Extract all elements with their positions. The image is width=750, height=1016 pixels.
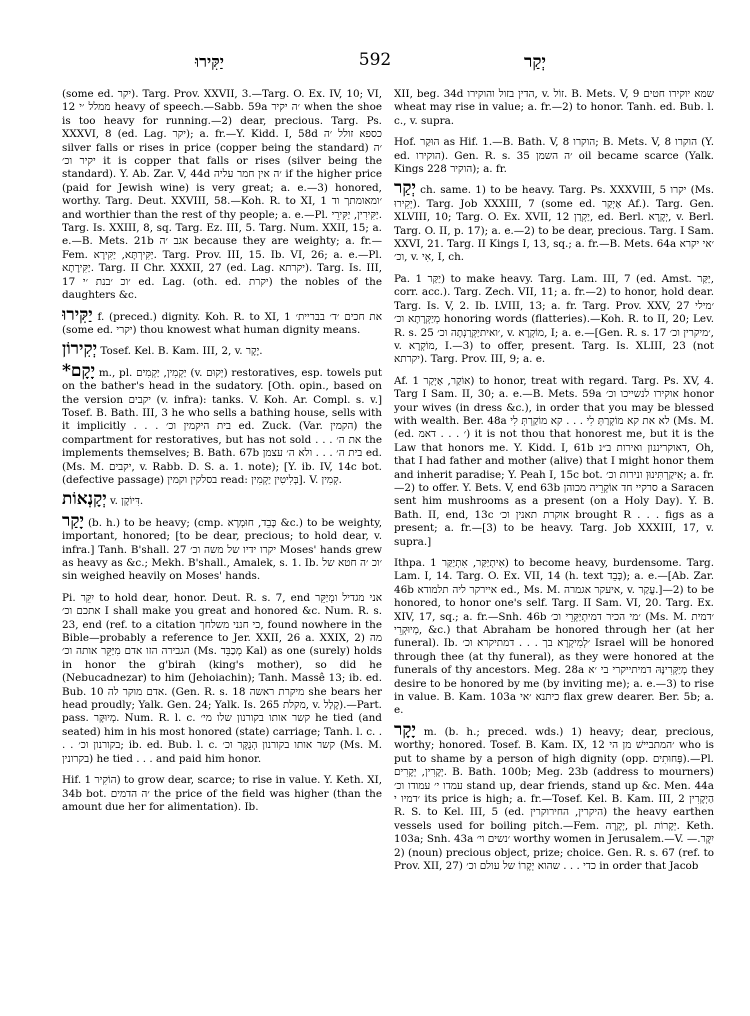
entry-headword: יְקָנְאוֹת xyxy=(62,489,107,510)
entry-headword: יַקִּירוּ xyxy=(62,304,93,325)
entry-text: m., pl. יַקְמִין, יַקְמִים (v. יְקוּם) restoratives, esp. towels put on the bather's head in the sudatory. [Oth. opin., based on the version יקבים (v. infra): tanks. V. Koh. Ar. Compl. s. v.] Tosef. B. Bath. III, 3 he who sells a bathing house, sells with it implicitly . . . בית היקמין וכ׳ ed. Zuck. (Var. הקמין) the compartment for restoratives, but has not sold . . . את ה׳ the implements themselves; B. Bath. 67b בית ה׳ . . . ולא ה׳ עצמן ed. (Ms. M. יקבים, v. Rabb. D. S. a. 1. note); [Y. ib. IV, 14c bot. (defective passage) בסלקין וקמין read: בְּלִיטִין יַקְמִין]. V. קְמִין. xyxy=(62,366,382,486)
dictionary-entry xyxy=(394,555,714,718)
entry-headword: יְקִירוֹן xyxy=(62,339,98,360)
dictionary-entry xyxy=(394,178,714,264)
entry-text: Af. אוֹקַר, אַיְקַר 1) to honor, treat with regard. Targ. Ps. XV, 4. Targ I Sam. II, 30; a. e.—B. Mets. 59a אוקירו לנשייכו וכ׳ honor your wives (in dress &c.), in order that you may be blessed with wealth. Ber. 48a לא את קא מוֹקְרַתְּ לִי . . . קא מוֹקַרְתְּ לִי (Ms. M. (ed. ׳ . . . דאמ) it is not thou that honorest me, but it is the Law that honors me. Y. Kidd. I, 61b דאוקריננון ואירות ב״נ, Oh, that I had father and mother (alive) that I might honor them and inherit paradise; Y. Peah I, 15c bot. אִיקַרְתִּינוּן ונירות וכ׳; a. fr.—2) to offer. Y. Bets. V, end 63b סרקיי חד אוֹקְרֵיה מכוהן a Saracen sent him mushrooms as a present (on a Holy Day). Y. B. Bath. II, end, 13c אוקרת תאנין וכ׳ brought R . . . figs as a present; a. fr.—[3) to be heavy. Targ. Job XXXIII, 17, v. supra.] xyxy=(394,374,714,548)
running-head-left: יַקִּירוּ xyxy=(195,52,224,71)
entry-text: (b. h.) to be heavy; (cmp. כָּבֵד, חוּמְרָא &c.) to be weighty, important, honored; [to be dear, precious; to hold dear, v. infra.] Tanh. B'shall. 27 יקרו ידיו של משה וכ׳ Moses' hands grew as heavy as &c.; Mekh. B'shall., Amalek, s. 1. Ib. ׳וכ ׳ה חטא של sin weighed heavily on Moses' hands. xyxy=(62,516,382,583)
left-column xyxy=(62,86,382,1006)
entry-text: Ithpa. אִיתְיַקַּר, אִתְיַקַּר 1) to become heavy, burdensome. Targ. Lam. I, 14. Targ. O. Ex. VII, 14 (h. text כָּבֵד); a. e.—[Ab. Zar. 46b איירקר ליה תלמודא ed., Ms. M. איעקר אגמרה, v. עֲקַר.]—2) to be honored, to honor one's self. Targ. II Sam. VI, 20. Targ. Ex. XIV, 17, sq.; a. fr.—Snh. 46b ׳מי הכיר דמיתְיַקְּרֵי וכ׳ (Ms. M. ׳דמית ,מְיוּקְרֵי &c.) that Abraham be honored through her (at her funeral). Ib. ׳לְמִיקְרָא בך . . . דמתיקרא וכ׳ Israel will be honored through thee (at thy funeral), as they were honored at the funerals of thy ancestors. Meg. 28a מְיַקְּרִינָּהּ דמיתייקרי בי ׳א they desire to be honored by me (by inviting me); a. e.—3) to rise in value. B. Kam. 103a כיתנא ׳אי flax grew dearer. Ber. 5b; a. e. xyxy=(394,557,714,717)
running-head-right: יְקַר xyxy=(524,52,546,72)
dictionary-entry xyxy=(394,86,714,128)
dictionary-entry xyxy=(62,772,382,814)
dictionary-entry xyxy=(62,304,382,338)
entry-text: Pi. יִקֵּר to hold dear, honor. Deut. R. s. 7, end אני מגדיל ומְיַקֵּר אתכם וכ׳ I shall make you great and honored &c. Num. R. s. 23, end (ref. to a citation כי חנני משלחך, found nowhere in the Bible—probably a reference to Jer. XXII, 26 a. XXIX, 2) מה הגבירה הזו אדם מִיַּקֵּר אותה וכ׳ (Ms. מְכַבֵּד Kal) as one (surely) holds in honor the g'birah (king's mother), so did he (Nebucadnezar) to him (Jehoiachin); Tanh. Massê 13; ib. ed. Bub. 10 אדם מוקר לה. (Gen. R. s. 18 מיקרת ראשה she bears her head proudly; Yalk. Gen. 24; Yalk. Is. 265 מקלת, v. קָלַל).—Part. pass. מְיוּקָּר. Num. R. l. c. קשר אותו בקורנון שלו מי׳ he tied (and seated) him in his most honored (state) carriage; Tanh. l. c. . . . בקורנון וכ׳; ib. ed. Bub. l. c. קשר אותו בקורנון הְנֻקָּר וכ׳ (Ms. M. בקרונין) he tied . . . and paid him honor. xyxy=(62,591,382,765)
entry-headword: יְקַר xyxy=(394,178,416,199)
entry-text: (some ed. יקר). Targ. Prov. XXVII, 3.—Targ. O. Ex. IV, 10; VI, 12 ממלל ׳י heavy of speech.—Sabb. 59a ׳ה יקיר when the shoe is too heavy for running.—2) dear, precious. Targ. Ps. XXXVI, 8 (ed. Lag. יקר); a. fr.—Y. Kidd. I, 58d כספא זולל ׳ה silver falls or rises in price (copper being the standard) ׳ה יקיר וכ׳ it is copper that falls or rises (silver being the standard). Y. Ab. Zar. V, 44d ׳ה אין חמר עליה if the higher price (paid for Jewish wine) is very great; a. e.—3) honored, worthy. Targ. Deut. XXVIII, 58.—Koh. R. to XI, 1 ׳ומאומתך וד and worthier than the rest of thy people; a. e.—Pl. יַקִּירִין, יַקִּירֵי. Targ. Is. XXIII, 8, sq. Targ. Ez. III, 5. Targ. Num. XXII, 15; a. e.—B. Mets. 21b אגב ׳ה because they are weighty; a. fr.—Fem. יַקִּירְתָּא, יַקִּירָא. Targ. Prov. III, 15. Ib. VI, 26; a. e.—Pl. יַקִּירָתָא. Targ. II Chr. XXXII, 27 (ed. Lag. יקרתא). Targ. Is. III, 17 ׳וכ ׳בנת ׳י ed. Lag. (oth. ed. יקרת) the nobles of the daughters &c. xyxy=(62,88,382,302)
dictionary-entry xyxy=(62,590,382,766)
dictionary-entry xyxy=(394,719,714,873)
dictionary-entry xyxy=(394,271,714,367)
entry-text: ch. same. 1) to be heavy. Targ. Ps. XXXVIII, 5 יקרו (Ms. יְקִירוּ). Targ. Job XXXIII, 7 (some ed. אַיְקַר Af.). Targ. Gen. XLVIII, 10; Targ. O. Ex. XVII, 12 יַקְרַן, ed. Berl. יְקָרָא, v. Berl. Targ. O. II, p. 17); a. e.—2) to be dear, precious. Targ. I Sam. XXVI, 21. Targ. II Kings I, 13, sq.; a. fr.—B. Mets. 64a ׳אי יקרא וכ׳, v. אִי, I, ch. xyxy=(394,184,714,264)
entry-text: Hif. הוֹקִיר 1) to grow dear, scarce; to rise in value. Y. Keth. XI, 34b bot. ׳ה הדמים the price of the field was higher (than the amount due her for alimentation). Ib. xyxy=(62,774,382,813)
entry-headword: *יָקָם xyxy=(62,360,96,381)
right-column xyxy=(394,86,714,1006)
entry-text: Tosef. Kel. B. Kam. III, 2, v. יָקָר. xyxy=(100,345,263,358)
entry-headword: יָקָר xyxy=(394,719,416,740)
dictionary-entry xyxy=(62,510,382,584)
entry-text: Pa. יַקַּר 1) to make heavy. Targ. Lam. III, 7 (ed. Amst. יַקַּר, corr. acc.). Targ. Zech. VII, 11; a. fr.—2) to honor, hold dear. Targ. Is. V, 2. Ib. LVIII, 13; a. fr. Targ. Prov. XXV, 27 ׳מילי מְיַקְּרָתָא וכ׳ honoring words (flatteries).—Koh. R. to II, 20; Lev. R. s. 25 ׳ואיתיַקְּרַנְתָה וכ׳, v. מוֹקְרָא, I; a. e.—[Gen. R. s. 17 ׳מיקרין וכ׳, v. מוֹקְרָא, I.—3) to offer, present. Targ. Is. XLIII, 23 (not יקרתא). Targ. Prov. III, 9; a. e. xyxy=(394,272,714,366)
entry-text: f. (preced.) dignity. Koh. R. to XI, 1 את חכים ׳ד׳ בבריית׳ (some ed. יקרי) thou knowest what human dignity means. xyxy=(62,310,382,336)
dictionary-entry xyxy=(62,489,382,510)
page-number: 592 xyxy=(358,50,392,70)
entry-text: Hof. הוּקַר as Hif. 1.—B. Bath. V, 8 הוקרו; B. Mets. V, 8 הוקרו (Y. ed. הוקירו). Gen. R. s. 35 ׳ה השמן oil became scarce (Yalk. Kings 228 הוקיר); a. fr. xyxy=(394,136,714,176)
dictionary-entry xyxy=(62,86,382,303)
dictionary-entry xyxy=(394,134,714,176)
entry-text: m. (b. h.; preced. wds.) 1) heavy; dear, precious, worthy; honored. Tosef. B. Kam. IX, 12 ׳המתביישׁ מן הי who is put to shame by a person of high dignity (opp. פְּחוּתִים).—Pl. יְקָרִין, יְקָרִים. B. Bath. 100b; Meg. 23b (address to mourners) עמדו י׳ עמודו וכ׳ stand up, dear friends, stand up &c. Men. 44a ׳דמיו י its price is high; a. fr.—Tosef. Kel. B. Kam. III, 2 הַיְקָרִין R. S. to Kel. III, 5 (ed. היקרין, החירוקרין) the heavy earthen vessels used for boiling pitch.—Fem. יְקָרָה, pl. יְקָרוֹת. Keth. 103a; Snh. 43a ׳נשים וי׳ worthy women in Jerusalem.—V. יִקָּר.—2) (noun) precious object, prize; choice. Gen. R. s. 67 (ref. to Prov. XII, 27) כדי . . . שהוא יְקָרוֹ של עולם וכ׳ in order that Jacob xyxy=(394,725,714,872)
dictionary-entry xyxy=(62,360,382,488)
entry-headword: יָקַר xyxy=(62,510,84,531)
entry-text: XII, beg. 34d הדין בזול והוקירו, v. זוֹל. B. Mets. V, 9 שמא יוקירו חטים wheat may rise in value; a. fr.—2) to honor. Tanh. ed. Bub. l. c., v. supra. xyxy=(394,88,714,127)
dictionary-entry xyxy=(62,339,382,360)
entry-text: v. דִּיוֹקָן. xyxy=(110,495,144,508)
dictionary-entry xyxy=(394,373,714,549)
